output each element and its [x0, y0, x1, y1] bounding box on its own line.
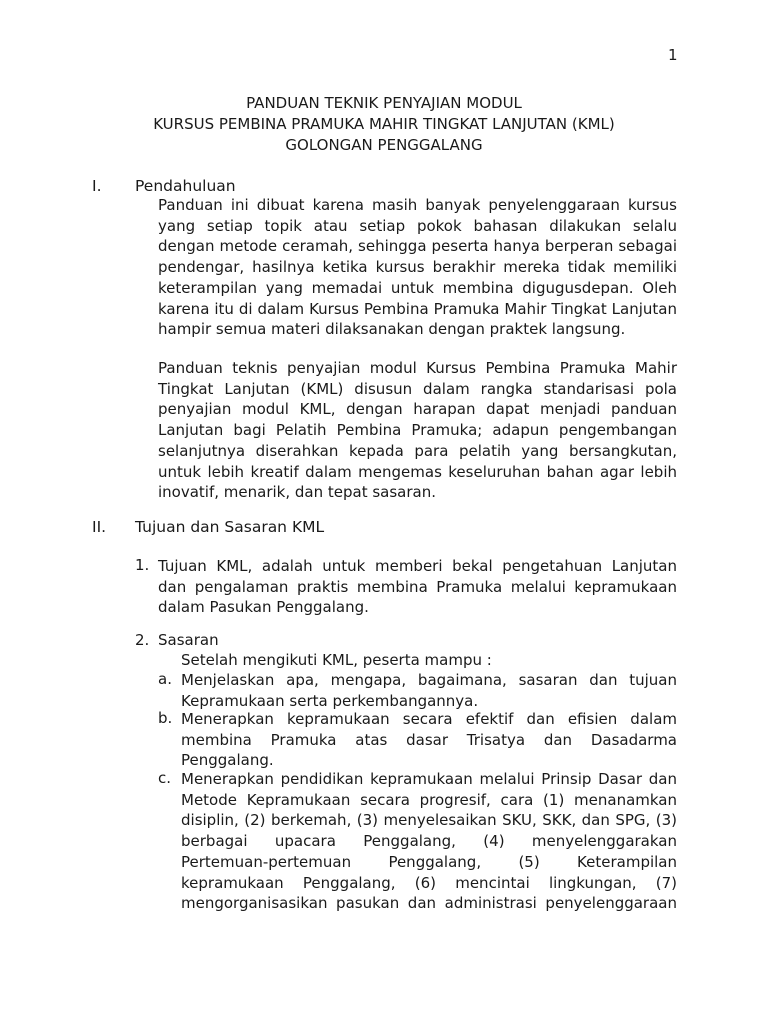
- paragraph-line: kepramukaan Penggalang, (6) mencintai lingkungan, (7): [181, 873, 677, 892]
- paragraph-line: keterampilan yang memadai untuk membina digugusdepan. Oleh: [158, 278, 677, 297]
- paragraph-line: dalam Pasukan Penggalang.: [158, 598, 369, 617]
- subitem-a-letter: a.: [158, 670, 172, 688]
- paragraph-line: Menjelaskan apa, mengapa, bagaimana, sasaran dan tujuan: [181, 671, 677, 689]
- paragraph-line: Menerapkan pendidikan kepramukaan melalui Prinsip Dasar dan: [181, 770, 677, 788]
- paragraph-line: dan pengalaman praktis membina Pramuka melalui kepramukaan: [158, 577, 677, 596]
- item-2-intro: Setelah mengikuti KML, peserta mampu :: [181, 651, 492, 669]
- section-1-paragraph-2: [158, 358, 677, 503]
- subitem-b-text: [181, 709, 677, 771]
- paragraph-line: Kepramukaan serta perkembangannya.: [181, 691, 479, 710]
- paragraph-line: mengorganisasikan pasukan dan administrasi penyelenggaraan: [181, 894, 677, 913]
- item-1-text: [158, 556, 677, 618]
- item-2-label: Sasaran: [158, 631, 219, 649]
- page-number: 1: [668, 46, 678, 64]
- paragraph-line: Menerapkan kepramukaan secara efektif dan efisien dalam: [181, 710, 677, 728]
- paragraph-line: inovatif, menarik, dan tepat sasaran.: [158, 483, 436, 502]
- item-2-number: 2.: [135, 631, 150, 649]
- paragraph-line: yang setiap topik atau setiap pokok bahasan dilakukan selalu: [158, 216, 677, 235]
- section-1-numeral: I.: [92, 177, 102, 195]
- paragraph-line: penyajian modul KML, dengan harapan dapat menjadi panduan: [158, 400, 677, 419]
- subitem-b-letter: b.: [158, 709, 173, 727]
- paragraph-line: Pertemuan-pertemuan Penggalang, (5) Keterampilan: [181, 852, 677, 871]
- document-title-line-2: KURSUS PEMBINA PRAMUKA MAHIR TINGKAT LANJUTAN (KML): [153, 115, 615, 133]
- paragraph-line: membina Pramuka atas dasar Trisatya dan Dasadarma: [181, 730, 677, 749]
- item-1-number: 1.: [135, 556, 150, 574]
- document-title-line-1: PANDUAN TEKNIK PENYAJIAN MODUL: [246, 94, 522, 112]
- section-1-heading: Pendahuluan: [135, 177, 236, 195]
- paragraph-line: untuk lebih kreatif dalam mengemas keseluruhan bahan agar lebih: [158, 462, 677, 481]
- document-title-line-3: GOLONGAN PENGGALANG: [285, 136, 483, 154]
- paragraph-line: Tujuan KML, adalah untuk memberi bekal pengetahuan Lanjutan: [158, 557, 677, 575]
- paragraph-line: Penggalang.: [181, 751, 274, 770]
- paragraph-line: Lanjutan bagi Pelatih Pembina Pramuka; adapun pengembangan: [158, 421, 677, 440]
- paragraph-line: pendengar, hasilnya ketika kursus berakhir mereka tidak memiliki: [158, 258, 677, 277]
- subitem-c-text: [181, 769, 677, 914]
- paragraph-line: disiplin, (2) berkemah, (3) menyelesaikan SKU, SKK, dan SPG, (3): [181, 811, 677, 830]
- paragraph-line: dengan metode ceramah, sehingga peserta hanya berperan sebagai: [158, 237, 677, 256]
- section-2-numeral: II.: [92, 518, 107, 536]
- section-1-paragraph-1: [158, 195, 677, 340]
- section-2-heading: Tujuan dan Sasaran KML: [135, 518, 325, 536]
- paragraph-line: karena itu di dalam Kursus Pembina Pramuka Mahir Tingkat Lanjutan: [158, 299, 677, 318]
- subitem-c-letter: c.: [158, 769, 172, 787]
- paragraph-line: berbagai upacara Penggalang, (4) menyelenggarakan: [181, 832, 677, 851]
- paragraph-line: hampir semua materi dilaksanakan dengan praktek langsung.: [158, 320, 626, 339]
- subitem-a-text: [181, 670, 677, 711]
- paragraph-line: Panduan teknis penyajian modul Kursus Pembina Pramuka Mahir: [158, 359, 677, 377]
- paragraph-line: Metode Kepramukaan secara progresif, cara (1) menanamkan: [181, 790, 677, 809]
- paragraph-line: Tingkat Lanjutan (KML) disusun dalam rangka standarisasi pola: [158, 379, 677, 398]
- paragraph-line: Panduan ini dibuat karena masih banyak penyelenggaraan kursus: [158, 196, 677, 214]
- paragraph-line: selanjutnya diserahkan kepada para pelatih yang bersangkutan,: [158, 441, 677, 460]
